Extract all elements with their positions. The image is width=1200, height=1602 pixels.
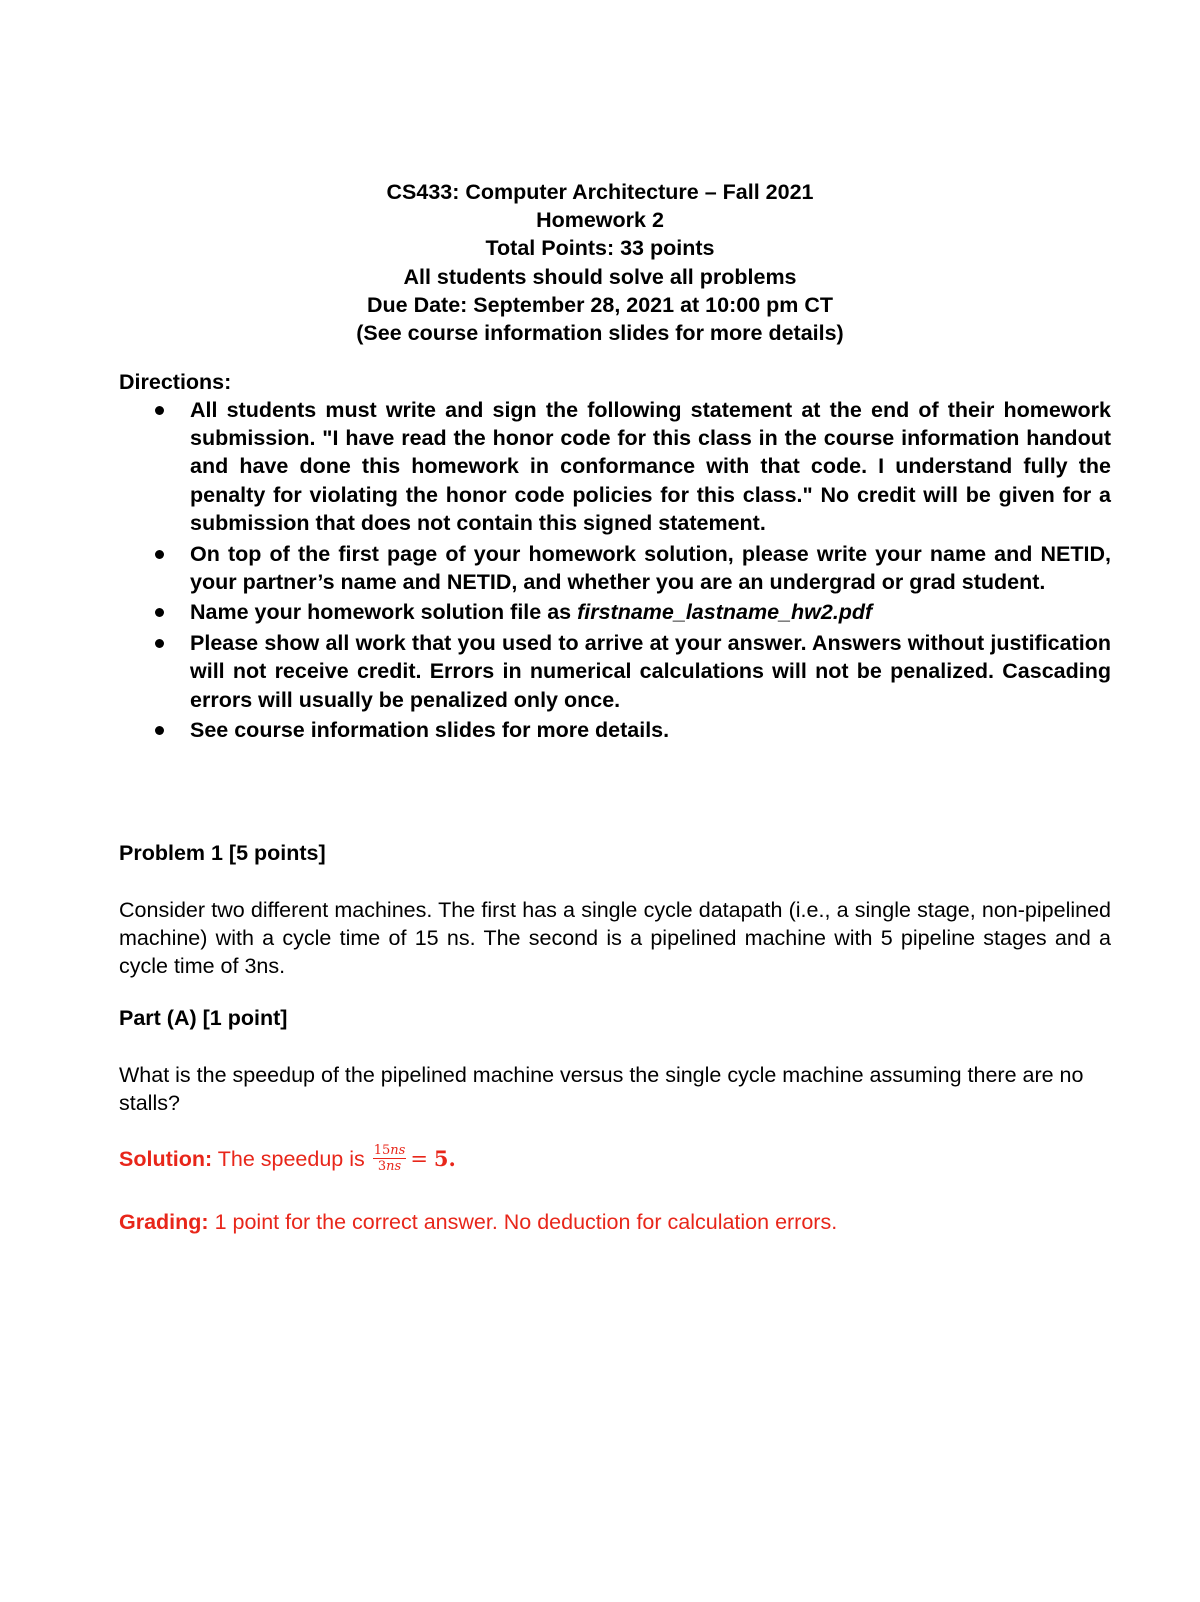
speedup-result: [434, 1147, 456, 1171]
bullet-icon: [155, 726, 164, 735]
speedup-result-value: 5.: [433, 1146, 456, 1171]
directions-label: Directions:: [119, 370, 232, 394]
bullet-icon: [155, 550, 164, 559]
equals-sign: =: [410, 1147, 428, 1171]
due-date: Due Date: September 28, 2021 at 10:00 pm CT: [366, 292, 834, 317]
fraction-numerator: [373, 1143, 407, 1159]
filename-instruction: [190, 598, 1111, 626]
show-work-instruction: Please show all work that you used to arrive at your answer. Answers without justification will not receive credit. Errors in numerical calculations will not be penalized. Cascading errors will usually be penalized only once.: [190, 631, 1111, 712]
part-a-question: What is the speedup of the pipelined machine versus the single cycle machine assuming there are no stalls?: [119, 1063, 1084, 1116]
denominator-unit: ns: [386, 1158, 402, 1174]
solution-text: The speedup is: [212, 1147, 371, 1171]
problem-1-description: Consider two different machines. The first has a single cycle datapath (i.e., a single stage, non-pipelined machine) with a cycle time of 15 ns. The second is a pipelined machine with 5 pipeline stages and a cycle time of 3ns.: [119, 898, 1111, 979]
part-a-title: Part (A) [1 point]: [119, 1006, 288, 1030]
see-slides-note: (See course information slides for more details): [356, 321, 844, 346]
total-points: Total Points: 33 points: [485, 236, 715, 261]
list-item: [119, 540, 1111, 596]
directions-list: [119, 396, 1111, 747]
filename-example: firstname_lastname_hw2.pdf: [577, 600, 873, 625]
list-item: [119, 716, 1111, 744]
list-item: [119, 598, 1111, 626]
speedup-fraction: [373, 1143, 407, 1174]
bullet-icon: [155, 639, 164, 648]
problem-1-title: Problem 1 [5 points]: [119, 841, 326, 865]
part-a-grading: [119, 1208, 837, 1236]
denominator-value: 3: [377, 1158, 387, 1174]
grading-text: 1 point for the correct answer. No deduction for calculation errors.: [208, 1210, 838, 1234]
grading-label: Grading:: [119, 1210, 209, 1234]
document-header: [0, 178, 1200, 347]
fraction-denominator: [373, 1159, 407, 1174]
solve-all-note: All students should solve all problems: [403, 264, 797, 289]
part-a-solution: [119, 1139, 456, 1179]
numerator-value: 15: [373, 1142, 391, 1158]
bullet-icon: [155, 406, 164, 415]
solution-label: Solution:: [119, 1147, 213, 1171]
list-item: [119, 629, 1111, 714]
list-item: [119, 396, 1111, 537]
homework-number: Homework 2: [536, 208, 664, 233]
course-title: CS433: Computer Architecture – Fall 2021: [386, 180, 814, 204]
name-netid-instruction: On top of the first page of your homework solution, please write your name and NETID, your partner’s name and NETID, and whether you are an undergrad or grad student.: [190, 541, 1111, 594]
bullet-icon: [155, 608, 164, 617]
numerator-unit: ns: [390, 1142, 406, 1158]
see-slides-instruction: See course information slides for more details.: [190, 718, 670, 743]
filename-instruction-prefix: Name your homework solution file as: [190, 600, 578, 625]
honor-code-instruction: All students must write and sign the following statement at the end of their homework submission. "I have read the honor code for this class in the course information handout and have done this homework in conformance with that code. I understand fully the penalty for violating the honor code policies for this class." No credit will be given for a submission that does not contain this signed statement.: [190, 398, 1111, 535]
